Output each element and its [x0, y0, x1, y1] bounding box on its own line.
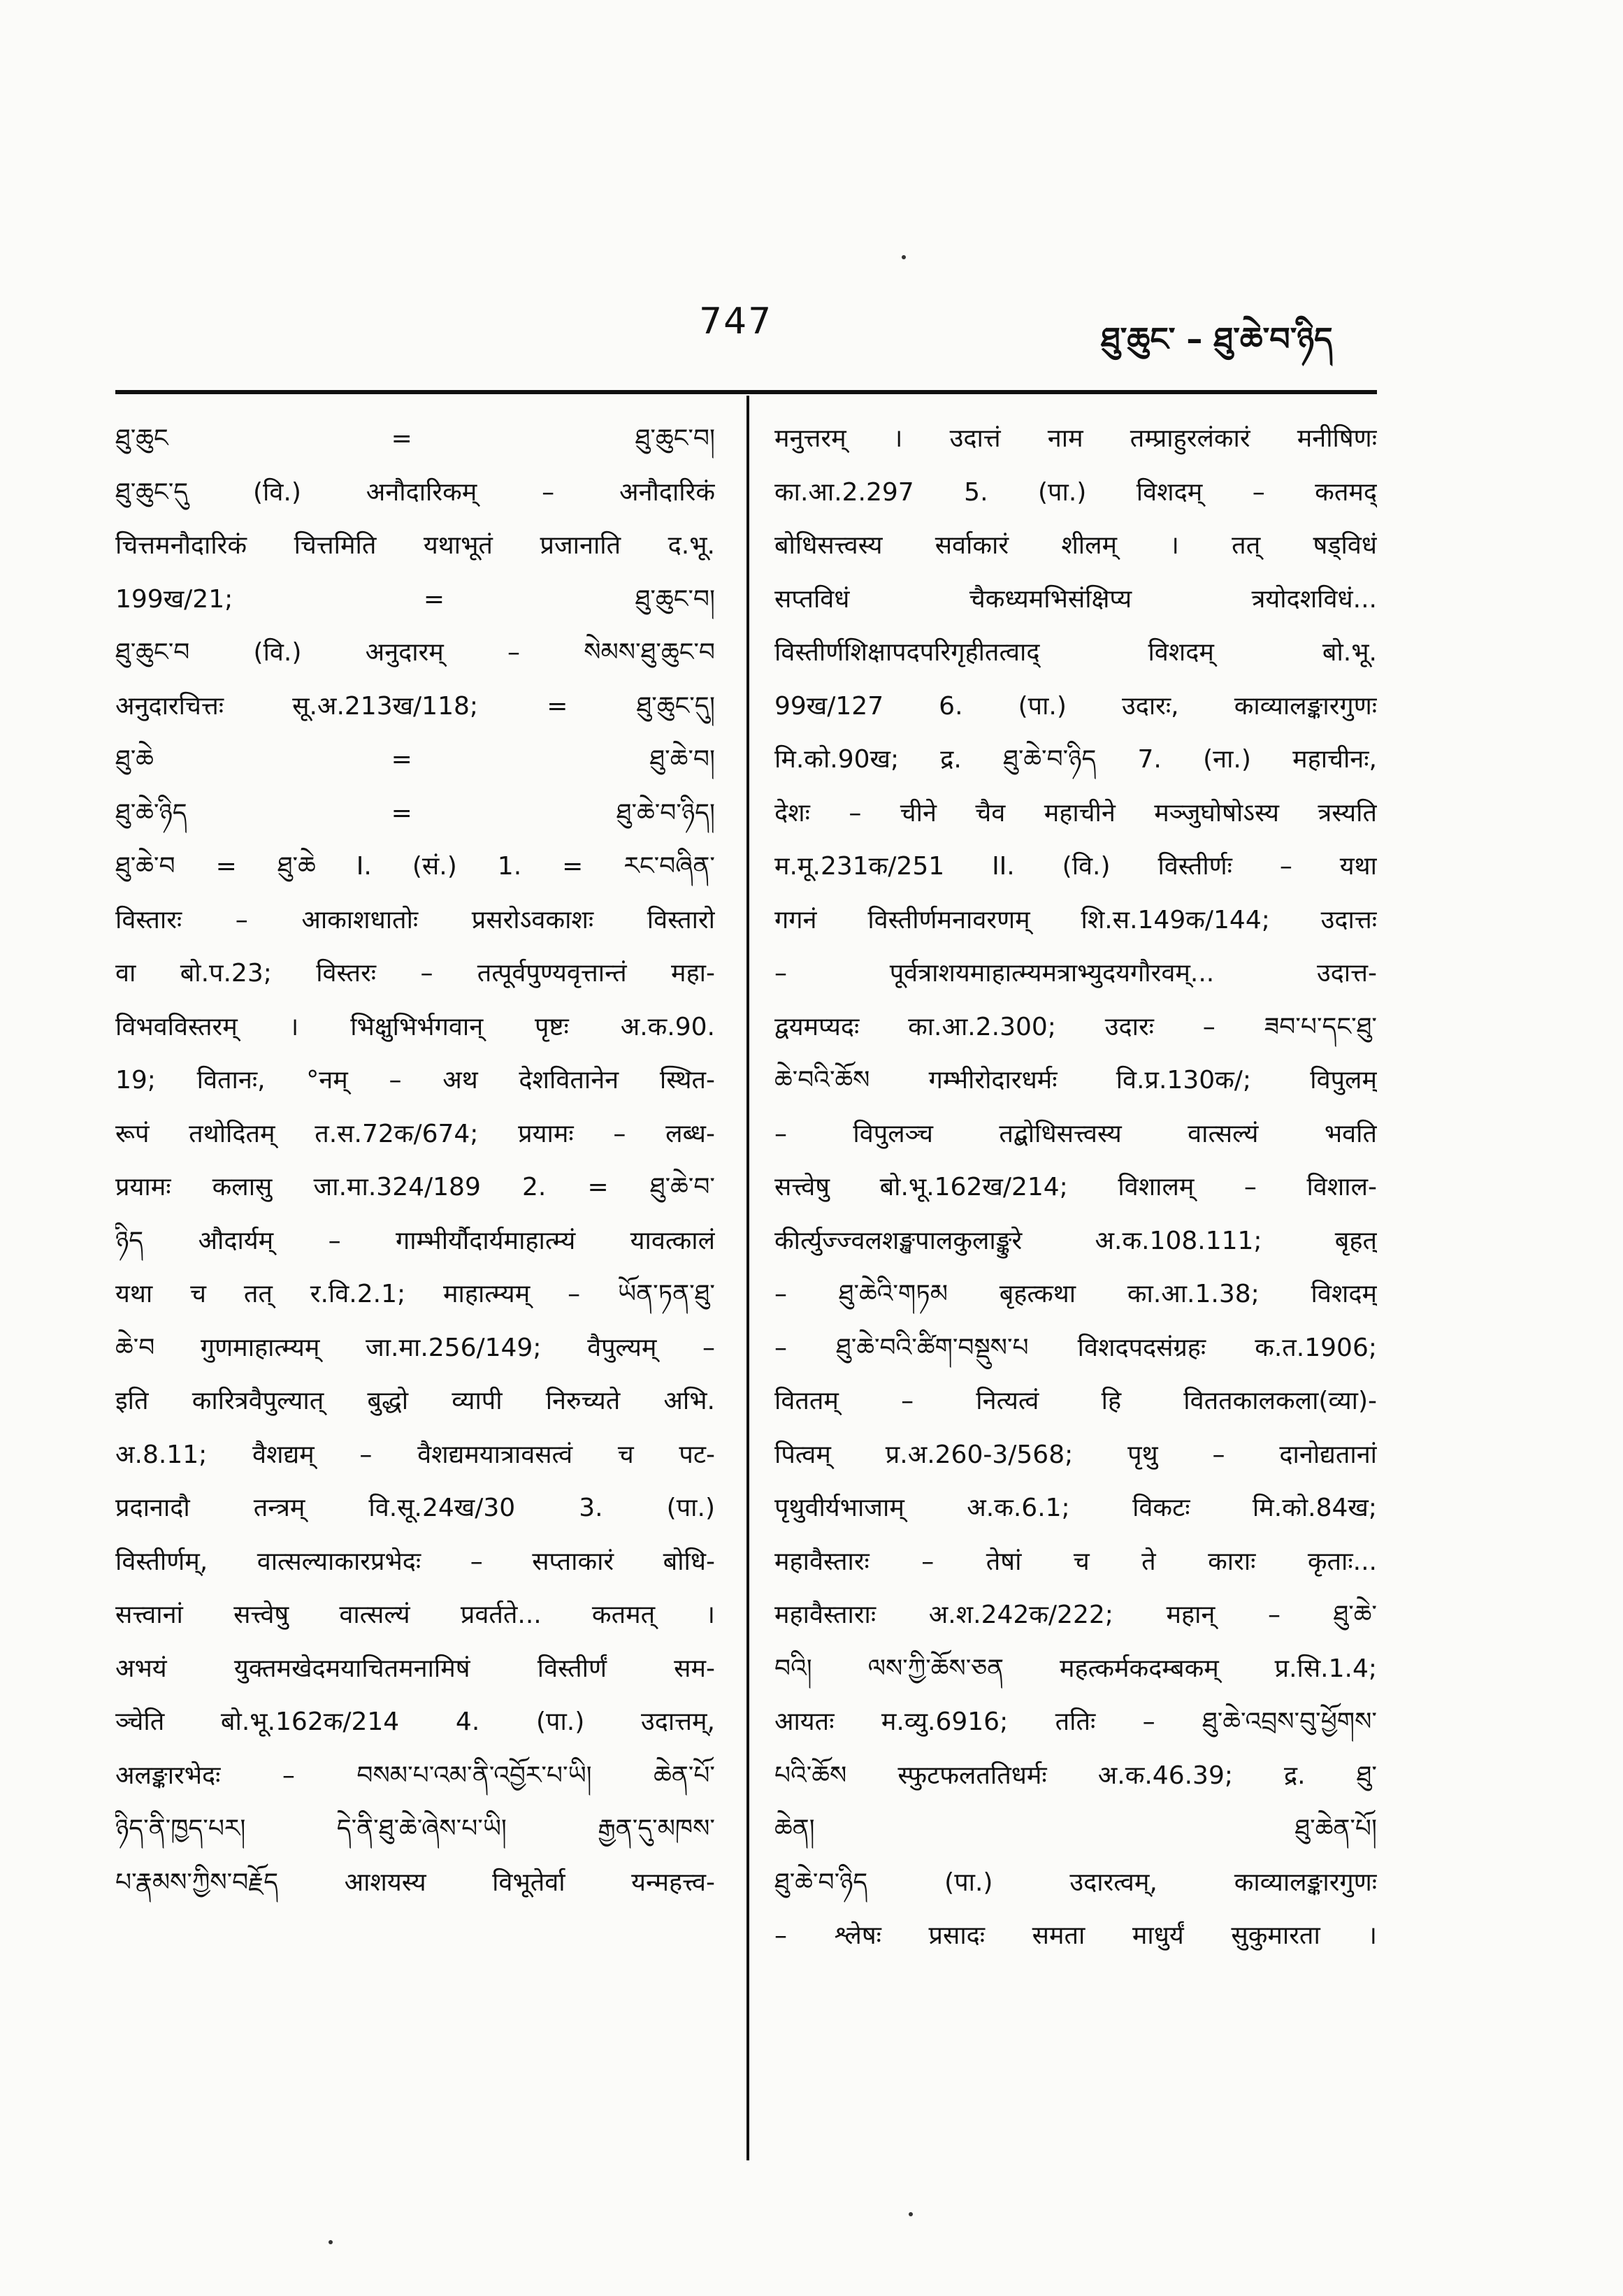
text-line: महावैस्तारः – तेषां च ते काराः कृताः...: [774, 1547, 1377, 1576]
text-line: – ཐུ་ཆེའི་གཏམ बृहत्कथा का.आ.1.38; विशदम्: [774, 1280, 1377, 1308]
text-line: ཆེ་བའི་ཆོས गम्भीरोदारधर्मः वि.प्र.130क/; विपुलम्: [774, 1066, 1377, 1095]
text-line: सत्त्वानां सत्त्वेषु वात्सल्यं प्रवर्तते... कतमत् ।: [115, 1601, 715, 1629]
text-line: रूपं तथोदितम् त.स.72क/674; प्रयामः – लब्ध-: [115, 1119, 715, 1148]
text-line: पृथुवीर्यभाजाम् अ.क.6.1; विकटः मि.को.84ख;: [774, 1494, 1377, 1522]
text-line: प्रयामः कलासु जा.मा.324/189 2. = ཐུ་ཆེ་བ་: [115, 1173, 715, 1201]
text-line: ཐུ་ཆེ་བ = ཐུ་ཆེ I. (सं.) 1. = རང་བཞིན་: [115, 852, 715, 881]
text-line: गगनं विस्तीर्णमनावरणम् शि.स.149क/144; उदात्तः: [774, 905, 1377, 934]
text-line: कीर्त्युज्ज्वलशङ्खपालकुलाङ्कुरे अ.क.108.111; बृहत्: [774, 1226, 1377, 1255]
text-line: वा बो.प.23; विस्तरः – तत्पूर्वपुण्यवृत्तान्तं महा-: [115, 959, 715, 988]
speck: [329, 2240, 333, 2244]
running-head: ཐུ་ཆུང་ – ཐུ་ཆེ་བ་ཉིད: [1101, 320, 1333, 358]
text-line: यथा च तत् र.वि.2.1; माहात्म्यम् – ཡོན་ཏན་ཐུ་: [115, 1280, 715, 1308]
text-line: ཐུ་ཆུང = ཐུ་ཆུང་བ།: [115, 424, 715, 453]
text-line: ཐུ་ཆེ་ཉིད = ཐུ་ཆེ་བ་ཉིད།: [115, 798, 715, 828]
page-number: 747: [699, 301, 773, 342]
text-line: म.मू.231क/251 II. (वि.) विस्तीर्णः – यथा: [774, 852, 1377, 881]
text-line: विभवविस्तरम् । भिक्षुभिर्भगवान् पृष्टः अ.क.90.: [115, 1012, 715, 1041]
text-line: विस्तीर्णम्, वात्सल्याकारप्रभेदः – सप्ताकारं बोधि-: [115, 1547, 715, 1576]
text-line: देशः – चीने चैव महाचीने मञ्जुघोषोऽस्य त्रस्यति: [774, 798, 1377, 828]
text-line: विस्तारः – आकाशधातोः प्रसरोऽवकाशः विस्तारो: [115, 905, 715, 934]
header-rule: [115, 390, 1377, 394]
text-line: अभयं युक्तमखेदमयाचितमनामिषं विस्तीर्णं सम-: [115, 1654, 715, 1683]
text-line: महावैस्ताराः अ.श.242क/222; महान् – ཐུ་ཆེ་: [774, 1601, 1377, 1629]
text-line: द्वयमप्यदः का.आ.2.300; उदारः – ཟབ་པ་དང་ཐུ་: [774, 1012, 1377, 1041]
text-line: आयतः म.व्यु.6916; ततिः – ཐུ་ཆེ་འབྲས་བུ་ཕྱོགས་: [774, 1707, 1377, 1736]
text-line: प्रदानादौ तन्त्रम् वि.सू.24ख/30 3. (पा.): [115, 1494, 715, 1522]
text-line: ཐུ་ཆེ་བ་ཉིད (पा.) उदारत्वम्, काव्यालङ्कारगुणः: [774, 1868, 1377, 1897]
text-line: सप्तविधं चैकध्यमभिसंक्षिप्य त्रयोदशविधं...: [774, 584, 1377, 614]
text-line: मि.को.90ख; द्र. ཐུ་ཆེ་བ་ཉིད 7. (ना.) महाचीनः,: [774, 745, 1377, 774]
text-line: 199ख/21; = ཐུ་ཆུང་བ།: [115, 584, 715, 614]
text-line: अलङ्कारभेदः – བསམ་པ་འམ་ནི་འབྱོར་པ་ཡི། ཆེན་པོ་: [115, 1761, 715, 1790]
text-line: विस्तीर्णशिक्षापदपरिगृहीतत्वाद् विशदम् बो.भू.: [774, 638, 1377, 667]
text-line: ཉིད་ནི་ཁྱད་པར། དེ་ནི་ཐུ་ཆེ་ཞེས་པ་ཡི། རྒྱན་དུ་མཁས་: [115, 1814, 715, 1843]
text-line: अनुदारचित्तः सू.अ.213ख/118; = ཐུ་ཆུང་དུ།: [115, 691, 715, 721]
text-line: ཐུ་ཆེ = ཐུ་ཆེ་བ།: [115, 745, 715, 774]
speck: [902, 255, 906, 259]
text-line: विततम् – नित्यत्वं हि विततकालकला(व्या)-: [774, 1387, 1377, 1415]
text-line: इति कारित्रवैपुल्यात् बुद्धो व्यापी निरुच्यते अभि.: [115, 1387, 715, 1415]
text-line: པ་རྣམས་ཀྱིས་བརྗོད आशयस्य विभूतेर्वा यन्महत्त्व-: [115, 1868, 715, 1897]
left-column: [115, 412, 715, 1909]
text-line: བའི། ལས་ཀྱི་ཆོས་ཅན महत्कर्मकदम्बकम् प्र.सि.1.4;: [774, 1654, 1377, 1683]
text-line: अ.8.11; वैशद्यम् – वैशद्यमयात्रावसत्वं च पट-: [115, 1440, 715, 1469]
column-divider: [746, 396, 749, 2160]
text-line: का.आ.2.297 5. (पा.) विशदम् – कतमद्: [774, 477, 1377, 507]
text-line: – विपुलञ्च तद्बोधिसत्त्वस्य वात्सल्यं भवति: [774, 1119, 1377, 1148]
text-line: ཉིད औदार्यम् – गाम्भीर्यौदार्यमाहात्म्यं यावत्कालं: [115, 1226, 715, 1255]
text-line: པའི་ཆོས स्फुटफलततिधर्मः अ.क.46.39; द्र. ཐུ་: [774, 1761, 1377, 1790]
text-line: 19; वितानः, °नम् – अथ देशवितानेन स्थित-: [115, 1066, 715, 1095]
text-line: – श्लेषः प्रसादः समता माधुर्यं सुकुमारता ।: [774, 1921, 1377, 1950]
text-line: ཐུ་ཆུང་དུ (वि.) अनौदारिकम् – अनौदारिकं: [115, 477, 715, 507]
right-column: [774, 412, 1377, 1963]
speck: [909, 2212, 913, 2216]
text-line: ञ्चेति बो.भू.162क/214 4. (पा.) उदात्तम्,: [115, 1707, 715, 1736]
text-line: – ཐུ་ཆེ་བའི་ཚིག་བསྡུས་པ विशदपदसंग्रहः क.त.1906;: [774, 1333, 1377, 1362]
text-line: पित्वम् प्र.अ.260-3/568; पृथु – दानोद्यतानां: [774, 1440, 1377, 1469]
text-line: 99ख/127 6. (पा.) उदारः, काव्यालङ्कारगुणः: [774, 691, 1377, 721]
text-line: ཆེན། ཐུ་ཆེན་པོ།: [774, 1814, 1377, 1843]
text-line: ཐུ་ཆུང་བ (वि.) अनुदारम् – སེམས་ཐུ་ཆུང་བ: [115, 638, 715, 667]
text-line: ཆེ་བ गुणमाहात्म्यम् जा.मा.256/149; वैपुल्यम् –: [115, 1333, 715, 1362]
text-line: बोधिसत्त्वस्य सर्वाकारं शीलम् । तत् षड्विधं: [774, 531, 1377, 560]
text-line: चित्तमनौदारिकं चित्तमिति यथाभूतं प्रजानाति द.भू.: [115, 531, 715, 560]
text-line: सत्त्वेषु बो.भू.162ख/214; विशालम् – विशाल-: [774, 1173, 1377, 1201]
text-line: मनुत्तरम् । उदात्तं नाम तम्प्राहुरलंकारं मनीषिणः: [774, 424, 1377, 453]
text-line: – पूर्वत्राशयमाहात्म्यमत्राभ्युदयगौरवम्... उदात्त-: [774, 959, 1377, 988]
